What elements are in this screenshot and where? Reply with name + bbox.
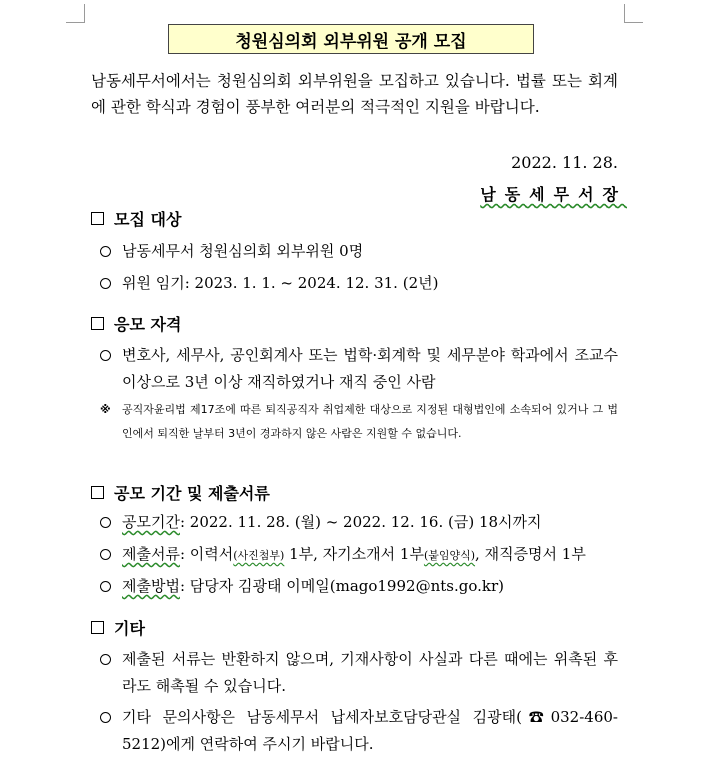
checkbox-bullet-icon <box>91 621 104 634</box>
document-title-box <box>168 24 534 54</box>
circle-bullet-icon <box>100 549 111 560</box>
circle-bullet-icon <box>100 246 111 257</box>
circle-bullet-icon <box>100 581 111 592</box>
list-item-text: 남동세무서 청원심의회 외부위원 0명 <box>122 242 364 260</box>
list-item <box>100 270 618 297</box>
circle-bullet-icon <box>100 712 111 723</box>
documents-text-3: , 재직증명서 1부 <box>475 545 586 563</box>
section-heading-text: 기타 <box>114 619 145 638</box>
list-item <box>100 238 618 265</box>
list-item <box>100 342 618 396</box>
intro-paragraph: 남동세무서에서는 청원심의회 외부위원을 모집하고 있습니다. 법률 또는 회계에 관한 학식과 경험이 풍부한 여러분의 적극적인 지원을 바랍니다. <box>91 72 618 116</box>
list-item-period <box>100 509 618 536</box>
list-item <box>100 646 618 700</box>
list-item <box>100 704 618 758</box>
documents-label: 제출서류 <box>122 545 180 563</box>
method-label: 제출방법 <box>122 577 180 595</box>
circle-bullet-icon <box>100 517 111 528</box>
section-heading-text: 모집 대상 <box>114 210 182 229</box>
issuing-office <box>480 182 627 205</box>
list-item-text: 제출된 서류는 반환하지 않으며, 기재사항이 사실과 다른 때에는 위촉된 후라도 해촉될 수 있습니다. <box>122 650 618 695</box>
section-heading-qualification <box>91 312 181 335</box>
section-heading-target <box>91 207 181 230</box>
list-item-method <box>100 573 618 600</box>
circle-bullet-icon <box>100 350 111 361</box>
circle-bullet-icon <box>100 278 111 289</box>
list-item-text: 변호사, 세무사, 공인회계사 또는 법학·회계학 및 세무분야 학과에서 조교수 이상으로 3년 이상 재직하였거나 재직 중인 사람 <box>122 346 618 391</box>
documents-text-1: : 이력서 <box>179 545 234 563</box>
page-corner-mark-left <box>66 4 85 23</box>
note-text: 공직자윤리법 제17조에 따른 퇴직공직자 취업제한 대상으로 지정된 대형법인에 소속되어 있거나 그 법인에서 퇴직한 날부터 3년이 경과하지 않은 사람은 지원할 수 없습니다. <box>122 403 618 440</box>
reference-mark-icon: ※ <box>100 403 111 416</box>
period-label: 공모기간 <box>122 513 180 531</box>
section-heading-etc <box>91 616 145 639</box>
section-heading-text: 응모 자격 <box>114 315 182 334</box>
method-value: : 담당자 김광태 이메일(mago1992@nts.go.kr) <box>179 577 504 595</box>
section-heading-period <box>91 481 270 504</box>
page-corner-mark-right <box>624 4 643 23</box>
documents-note-2: (붙임양식) <box>423 549 476 562</box>
list-item-documents <box>100 541 618 569</box>
list-item-text: 위원 임기: 2023. 1. 1. ~ 2024. 12. 31. (2년) <box>122 274 439 292</box>
checkbox-bullet-icon <box>91 212 104 225</box>
documents-text-2: 1부, 자기소개서 1부 <box>284 545 424 563</box>
documents-note-1: (사진첨부) <box>233 549 285 562</box>
document-date: 2022. 11. 28. <box>511 153 618 172</box>
period-value: : 2022. 11. 28. (월) ~ 2022. 12. 16. (금) 18시까지 <box>179 513 542 531</box>
list-item-text: 기타 문의사항은 남동세무서 납세자보호담당관실 김광태(☎032-460-5212)에게 연락하여 주시기 바랍니다. <box>122 708 618 753</box>
qualification-note <box>100 398 618 446</box>
checkbox-bullet-icon <box>91 317 104 330</box>
issuing-office-name: 남동세무서장 <box>480 185 627 204</box>
document-title: 청원심의회 외부위원 공개 모집 <box>235 31 467 52</box>
circle-bullet-icon <box>100 654 111 665</box>
section-heading-text: 공모 기간 및 제출서류 <box>114 484 270 503</box>
checkbox-bullet-icon <box>91 486 104 499</box>
